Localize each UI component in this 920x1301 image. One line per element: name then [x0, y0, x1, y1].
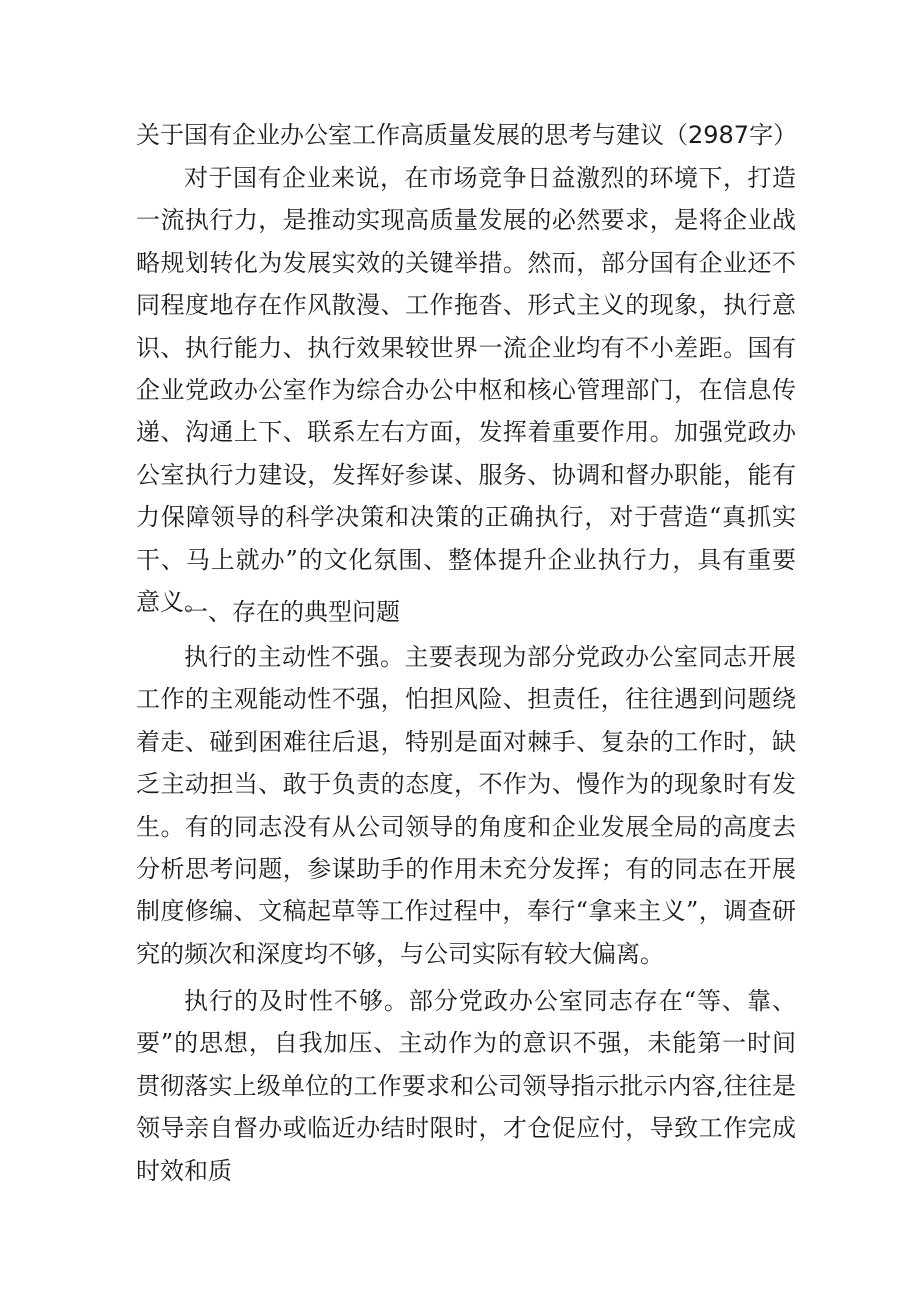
section-paragraph-initiative: 执行的主动性不强。主要表现为部分党政办公室同志开展工作的主观能动性不强，怕担风险、担责任，往往遇到问题绕着走、碰到困难往后退，特别是面对棘手、复杂的工作时，缺乏主动担当、敢于负责的态度，不作为、慢作为的现象时有发生。有的同志没有从公司领导的角度和企业发展全局的高度去分析思考问题，参谋助手的作用未充分发挥；有的同志在开展制度修编、文稿起草等工作过程中，奉行“拿来主义”，调查研究的频次和深度均不够，与公司实际有较大偏离。 — [136, 643, 796, 968]
document-title: 关于国有企业办公室工作高质量发展的思考与建议（2987字） — [136, 121, 798, 149]
intro-paragraph: 对于国有企业来说，在市场竞争日益激烈的环境下，打造一流执行力，是推动实现高质量发展的必然要求，是将企业战略规划转化为发展实效的关键举措。然而，部分国有企业还不同程度地存在作风散漫、工作拖沓、形式主义的现象，执行意识、执行能力、执行效果较世界一流企业均有不小差距。国有企业党政办公室作为综合办公中枢和核心管理部门，在信息传递、沟通上下、联系左右方面，发挥着重要作用。加强党政办公室执行力建设，发挥好参谋、服务、协调和督办职能，能有力保障领导的科学决策和决策的正确执行，对于营造“真抓实干、马上就办”的文化氛围、整体提升企业执行力，具有重要意义。 — [136, 164, 796, 617]
section-paragraph-timeliness: 执行的及时性不够。部分党政办公室同志存在“等、靠、要”的思想，自我加压、主动作为的意识不强，未能第一时间贯彻落实上级单位的工作要求和公司领导指示批示内容,往往是领导亲自督办或临近办结时限时，才仓促应付，导致工作完成时效和质 — [136, 987, 796, 1185]
section-heading: 一、存在的典型问题 — [184, 598, 400, 626]
